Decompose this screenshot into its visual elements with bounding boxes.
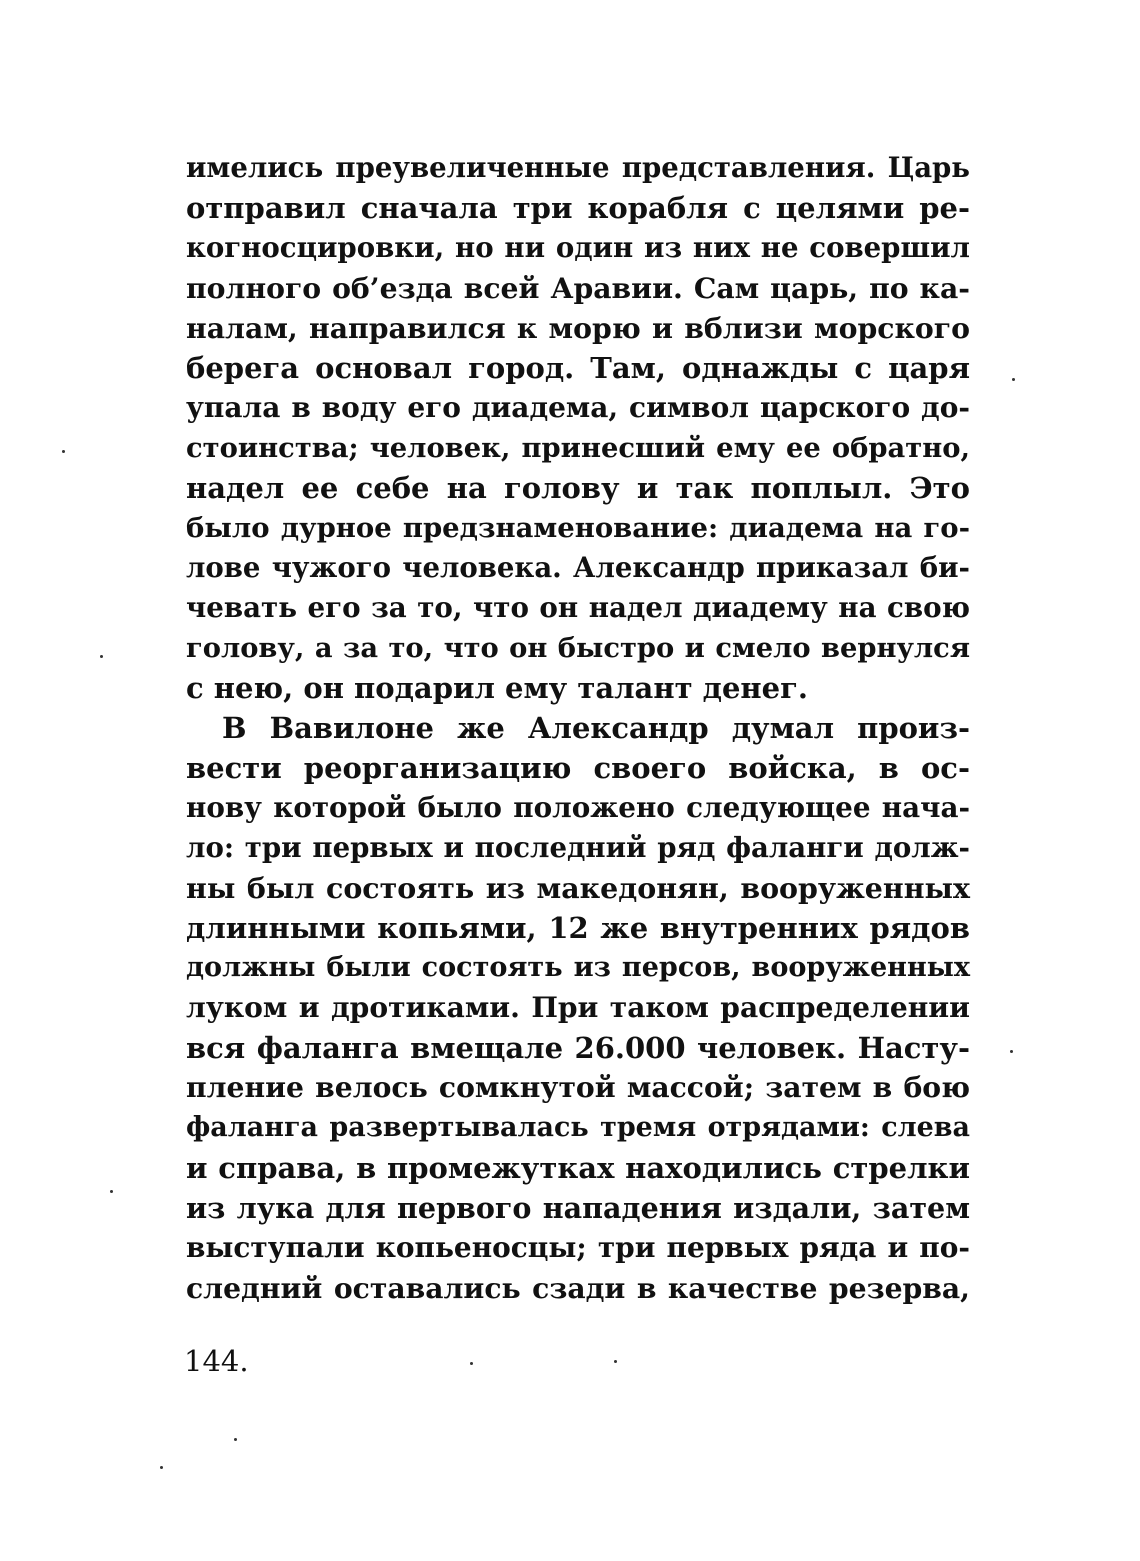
paragraph-1 — [186, 148, 970, 708]
text-line: голову, а за то, что он быстро и смело вернулся — [186, 632, 970, 664]
text-line: когносцировки, но ни один из них не совершил — [186, 231, 970, 264]
text-line: из лука для первого нападения издали, затем — [186, 1191, 970, 1225]
page-number: 144. — [184, 1344, 249, 1378]
body-text — [186, 148, 970, 1308]
text-line: следний оставались сзади в качестве резерва, — [186, 1271, 970, 1305]
text-line: надел ее себе на голову и так поплыл. Это — [186, 471, 970, 505]
text-line: фаланга развертывалась тремя отрядами: слева — [186, 1112, 970, 1143]
text-line: луком и дротиками. При таком распределении — [186, 991, 970, 1024]
text-line: выступали копьеносцы; три первых ряда и по- — [186, 1231, 970, 1264]
text-line: налам, направился к морю и вблизи морского — [186, 311, 970, 345]
text-line: имелись преувеличенные представления. Царь — [186, 152, 970, 184]
text-line: В Вавилоне же Александр думал произ- — [222, 711, 970, 745]
text-line: должны были состоять из персов, вооруженных — [186, 952, 970, 983]
text-line: длинными копьями, 12 же внутренних рядов — [186, 911, 970, 945]
scan-speck — [614, 1360, 617, 1363]
scan-speck — [1010, 1050, 1013, 1053]
text-line: упала в воду его диадема, символ царского до- — [186, 391, 970, 424]
text-line: чевать его за то, что он надел диадему на свою — [186, 591, 970, 624]
text-line: пление велось сомкнутой массой; затем в бою — [186, 1071, 970, 1104]
text-line: отправил сначала три корабля с целями ре- — [186, 191, 970, 225]
text-line: ло: три первых и последний ряд фаланги долж- — [186, 831, 970, 864]
text-line: вся фаланга вмещале 26.000 человек. Насту- — [186, 1031, 970, 1065]
text-line: полного об’езда всей Аравии. Сам царь, по ка- — [186, 271, 970, 305]
text-line: стоинства; человек, принесший ему ее обратно, — [186, 432, 970, 464]
scan-speck — [110, 1190, 113, 1193]
text-line: лове чужого человека. Александр приказал би- — [186, 552, 970, 584]
paragraph-2 — [186, 708, 970, 1308]
text-line: нову которой было положено следующее нача- — [186, 791, 970, 824]
text-line: вести реорганизацию своего войска, в ос- — [186, 751, 970, 785]
scan-speck — [160, 1466, 163, 1469]
scan-speck — [234, 1438, 237, 1441]
text-line: с нею, он подарил ему талант денег. — [186, 671, 808, 705]
scan-speck — [470, 1362, 473, 1365]
text-line: ны был состоять из македонян, вооруженных — [186, 871, 970, 905]
text-line: берега основал город. Там, однажды с царя — [186, 351, 970, 385]
scan-speck — [1012, 378, 1015, 381]
text-line: и справа, в промежутках находились стрелки — [186, 1151, 970, 1185]
scan-speck — [62, 450, 65, 453]
scan-speck — [100, 655, 103, 658]
text-line: было дурное предзнаменование: диадема на го- — [186, 512, 970, 544]
